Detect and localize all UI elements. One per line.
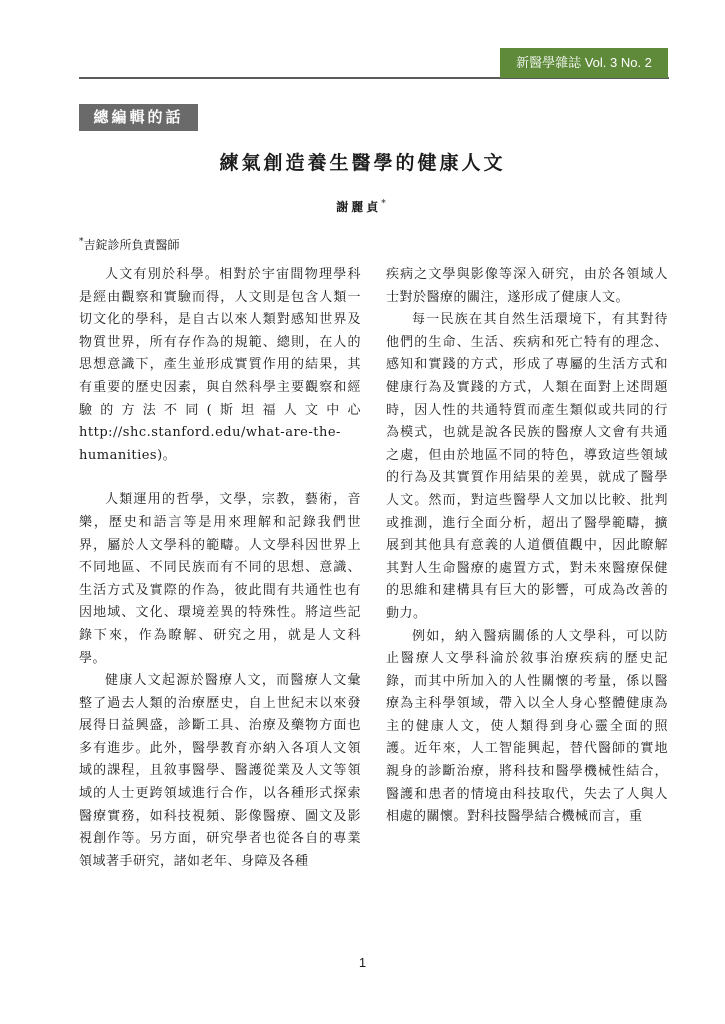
paragraph: 疾病之文學與影像等深入研究，由於各領域人士對於醫療的關注，遂形成了健康人文。 [386,267,668,305]
journal-header: 新醫學雜誌 Vol. 3 No. 2 [500,48,668,78]
page-number: 1 [358,955,367,970]
left-column [79,264,361,873]
footnote-text: 吉錠診所負責醫師 [83,238,180,252]
author-name: 謝麗貞 [336,200,382,214]
paragraph: 人文有別於科學。相對於宇宙間物理學科是經由觀察和實驗而得，人文則是包含人類一切文化的學科，是自古以來人類對感知世界及物質世界，所有存作為的規範、總則，在人的思想意識下，產生並形成實質作用的結果，其有重要的歷史因素，與自然科學主要觀察和經驗的方法不同(斯坦福人文中心 http://shc.stanford.edu/what-are-the-humanities)。 [79,267,361,463]
paragraph: 例如，納入醫病關係的人文學科，可以防止醫療人文學科淪於敘事治療疾病的歷史記錄，而其中所加入的人性關懷的考量，係以醫療為主科學領域，帶入以全人身心整體健康為主的健康人文，使人類得到身心靈全面的照護。近年來，人工智能興起，替代醫師的實地親身的診斷治療，將科技和醫學機械性結合，醫護和患者的情境由科技取代，失去了人與人相處的關懷。對科技醫學結合機械而言，重 [386,628,668,825]
section-tag: 總編輯的話 [79,104,198,131]
paragraph: 人類運用的哲學，文學，宗教，藝術，音樂，歷史和語言等是用來理解和記錄我們世界，屬於人文學科的範疇。人文學科因世界上不同地區、不同民族而有不同的思想、意識、生活方式及實際的作為，彼此間有共通性也有因地域、文化、環境差異的特殊性。將這些記錄下來，作為瞭解、研究之用，就是人文科學。 [79,492,361,666]
paragraph: 每一民族在其自然生活環境下，有其對待他們的生命、生活、疾病和死亡特有的理念、感知和實踐的方式，形成了專屬的生活方式和健康行為及實踐的方式，人類在面對上述問題時，因人性的共通特質而產生類似或共同的行為模式，也就是說各民族的醫療人文會有共通之處，但由於地區不同的特色，導致這些領域的行為及其實質作用結果的差異，就成了醫學人文。然而，對這些醫學人文加以比較、批判或推測，進行全面分析，超出了醫學範疇，擴展到其他具有意義的人道價值觀中，因此瞭解其對人生命醫療的處置方式，對未來醫療保健的思維和建構具有巨大的影響，可成為改善的動力。 [386,312,668,621]
footnote-mark: * [79,237,84,247]
article-title: 練氣創造養生醫學的健康人文 [219,152,506,174]
paragraph: 健康人文起源於醫療人文，而醫療人文彙整了過去人類的治療歷史，自上世紀末以來發展得日益興盛，診斷工具、治療及藥物方面也多有進步。此外，醫學教育亦納入各項人文領域的課程，且敘事醫學、醫護從業及人文等領域的人士更跨領域進行合作，以各種形式探索醫療實務，如科技視頻、影像醫療、圖文及影視創作等。另方面，研究學者也從各自的專業領域著手研究，諸如老年、身障及各種 [79,673,361,869]
right-column [386,264,668,829]
author-affiliation [79,236,180,253]
article-author [0,198,725,215]
author-footnote-mark: * [381,199,389,209]
